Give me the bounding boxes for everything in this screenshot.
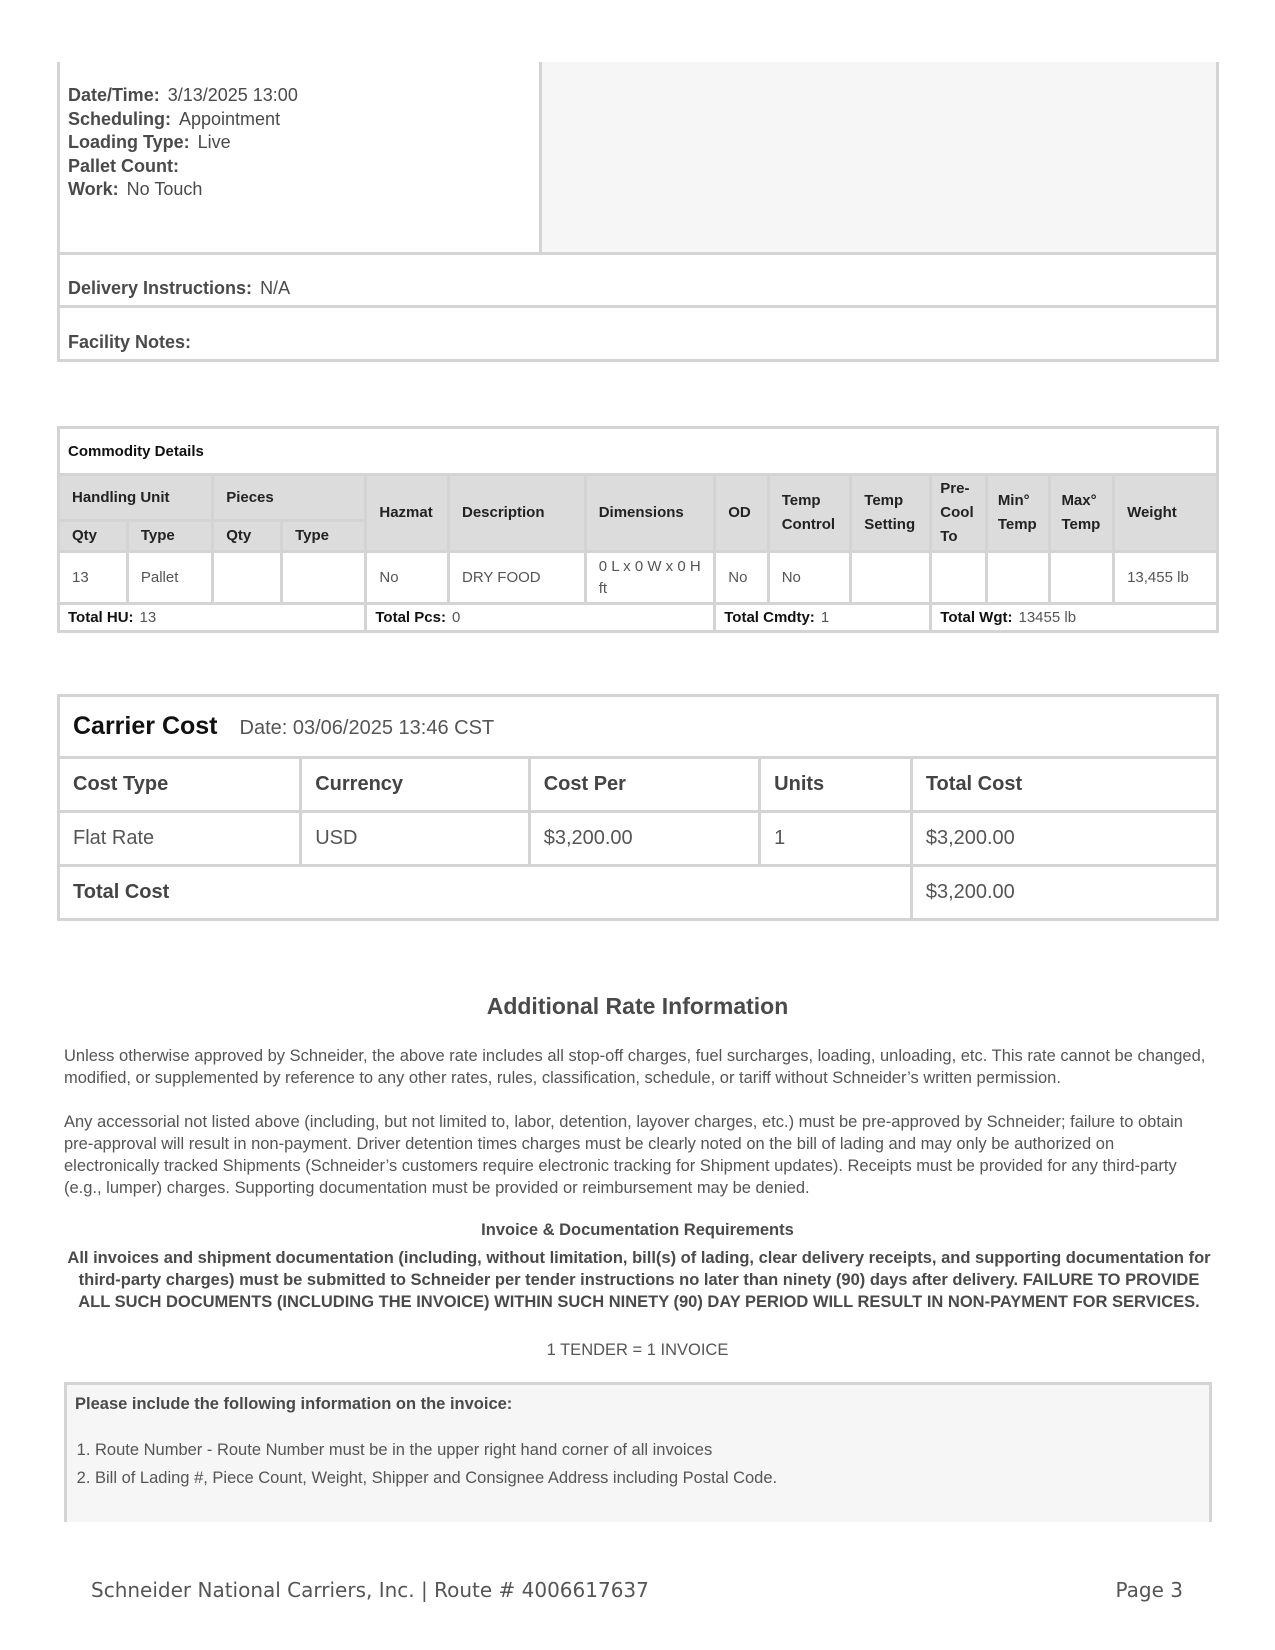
- invoice-requirements-heading: Invoice & Documentation Requirements: [481, 1221, 794, 1239]
- hu-type-cell: Pallet: [127, 552, 212, 604]
- carrier-cost-date: Date: 03/06/2025 13:46 CST: [239, 717, 495, 739]
- handling-unit-header: Handling Unit: [59, 475, 213, 521]
- cost-type-cell: Flat Rate: [59, 812, 301, 866]
- scheduling-value: Appointment: [179, 108, 281, 129]
- commodity-title: Commodity Details: [59, 428, 1218, 475]
- description-header: Description: [448, 475, 585, 552]
- additional-rate-title: Additional Rate Information: [486, 993, 789, 1019]
- stop-side-panel: [542, 62, 1216, 252]
- pc-type-header: Type: [282, 521, 366, 552]
- total-pcs-label: Total Pcs:: [375, 609, 446, 626]
- stop-info: [60, 62, 542, 252]
- delivery-instructions-label: Delivery Instructions:: [68, 278, 253, 298]
- units-cell: 1: [760, 812, 912, 866]
- loading-type-value: Live: [197, 132, 231, 152]
- temp-control-cell: No: [768, 552, 851, 604]
- table-row: [59, 812, 1218, 866]
- work-label: Work:: [68, 179, 119, 199]
- pc-qty-cell: [213, 552, 282, 604]
- invoice-info-title: Please include the following information on the invoice:: [75, 1395, 513, 1413]
- total-cmdty-value: 1: [820, 609, 830, 626]
- temp-control-header: Temp Control: [768, 475, 851, 552]
- cost-per-header: Cost Per: [529, 758, 759, 812]
- od-header: OD: [715, 475, 768, 552]
- max-temp-cell: [1050, 552, 1114, 604]
- stop-details: [57, 62, 1219, 362]
- list-item: 2. Bill of Lading #, Piece Count, Weight, Shipper and Consignee Address including Postal Code.: [95, 1464, 1201, 1492]
- total-wgt-value: 13455 lb: [1018, 609, 1077, 626]
- pc-qty-header: Qty: [213, 521, 282, 552]
- carrier-cost-title: Carrier Cost: [73, 712, 218, 740]
- rate-paragraph-2: Any accessorial not listed above (including, but not limited to, labor, detention, layover charges, etc.) must be pre-approved by Schneider; failure to obtain pre-approval will result in non-payment. Driver detention times charges must be clearly noted on the bill of lading and may only be authorized on electronically tracked Shipments (Schneider’s customers require electronic tracking for Shipment updates). Receipts must be provided for any third-party (e.g., lumper) charges. Supporting documentation must be provided or reimbursement may be denied.: [64, 1113, 1183, 1197]
- max-temp-header: Max° Temp: [1050, 475, 1114, 552]
- min-temp-cell: [986, 552, 1050, 604]
- work-value: No Touch: [126, 179, 203, 199]
- list-item: 1. Route Number - Route Number must be in the upper right hand corner of all invoices: [95, 1436, 1201, 1464]
- facility-notes-row: [60, 308, 1216, 359]
- facility-notes-label: Facility Notes:: [68, 332, 192, 352]
- total-cost-header: Total Cost: [911, 758, 1217, 812]
- footer-page-number: Page 3: [1115, 1578, 1183, 1602]
- total-cmdty-label: Total Cmdty:: [724, 609, 815, 626]
- min-temp-header: Min° Temp: [986, 475, 1050, 552]
- precool-cell: [931, 552, 987, 604]
- temp-setting-cell: [851, 552, 931, 604]
- currency-header: Currency: [301, 758, 529, 812]
- pieces-header: Pieces: [213, 475, 366, 521]
- datetime-value: 3/13/2025 13:00: [167, 85, 298, 105]
- scheduling-label: Scheduling:: [68, 108, 171, 129]
- invoice-requirements-body: All invoices and shipment documentation (including, without limitation, bill(s) of lading, clear delivery receipts, and supporting documentation for third-party charges) must be submitted to Schneider per tender instructions no later than ninety (90) days after delivery. FAILURE TO PROVIDE ALL SUCH DOCUMENTS (INCLUDING THE INVOICE) WITHIN SUCH NINETY (90) DAY PERIOD WILL RESULT IN NON-PAYMENT FOR SERVICES.: [67, 1249, 1211, 1311]
- od-cell: No: [715, 552, 768, 604]
- rate-paragraph-1: Unless otherwise approved by Schneider, the above rate includes all stop-off charges, fuel surcharges, loading, unloading, etc. This rate cannot be changed, modified, or supplemented by reference to any other rates, rules, classification, schedule, or tariff without Schneider’s written permission.: [64, 1047, 1206, 1087]
- total-pcs-value: 0: [451, 609, 461, 626]
- invoice-info-box: [64, 1382, 1212, 1522]
- hu-qty-header: Qty: [59, 521, 128, 552]
- total-cost-cell: $3,200.00: [911, 812, 1217, 866]
- total-wgt-label: Total Wgt:: [940, 609, 1013, 626]
- commodity-totals-row: [59, 604, 1218, 632]
- delivery-instructions-value: N/A: [260, 278, 291, 298]
- commodity-table: [57, 426, 1219, 633]
- tender-note: 1 TENDER = 1 INVOICE: [546, 1341, 729, 1359]
- cost-per-cell: $3,200.00: [529, 812, 759, 866]
- temp-setting-header: Temp Setting: [851, 475, 931, 552]
- loading-type-label: Loading Type:: [68, 132, 190, 152]
- hu-type-header: Type: [127, 521, 212, 552]
- invoice-info-list: [75, 1436, 1201, 1492]
- pc-type-cell: [282, 552, 366, 604]
- hu-qty-cell: 13: [59, 552, 128, 604]
- description-cell: DRY FOOD: [448, 552, 585, 604]
- hazmat-header: Hazmat: [366, 475, 449, 552]
- units-header: Units: [760, 758, 912, 812]
- table-row: [59, 552, 1218, 604]
- total-cost-value: $3,200.00: [911, 866, 1217, 920]
- total-hu-value: 13: [139, 609, 157, 626]
- total-hu-label: Total HU:: [68, 609, 134, 626]
- pallet-count-label: Pallet Count:: [68, 155, 179, 176]
- delivery-instructions-row: [60, 255, 1216, 308]
- precool-header: Pre-Cool To: [931, 475, 987, 552]
- dimensions-cell: 0 L x 0 W x 0 H ft: [585, 552, 715, 604]
- hazmat-cell: No: [366, 552, 449, 604]
- cost-type-header: Cost Type: [59, 758, 301, 812]
- datetime-label: Date/Time:: [68, 85, 160, 105]
- weight-header: Weight: [1114, 475, 1218, 552]
- weight-cell: 13,455 lb: [1114, 552, 1218, 604]
- total-cost-label: Total Cost: [59, 866, 912, 920]
- carrier-cost-table: [57, 694, 1219, 921]
- dimensions-header: Dimensions: [585, 475, 715, 552]
- currency-cell: USD: [301, 812, 529, 866]
- footer-company-route: Schneider National Carriers, Inc. | Route # 4006617637: [91, 1578, 649, 1602]
